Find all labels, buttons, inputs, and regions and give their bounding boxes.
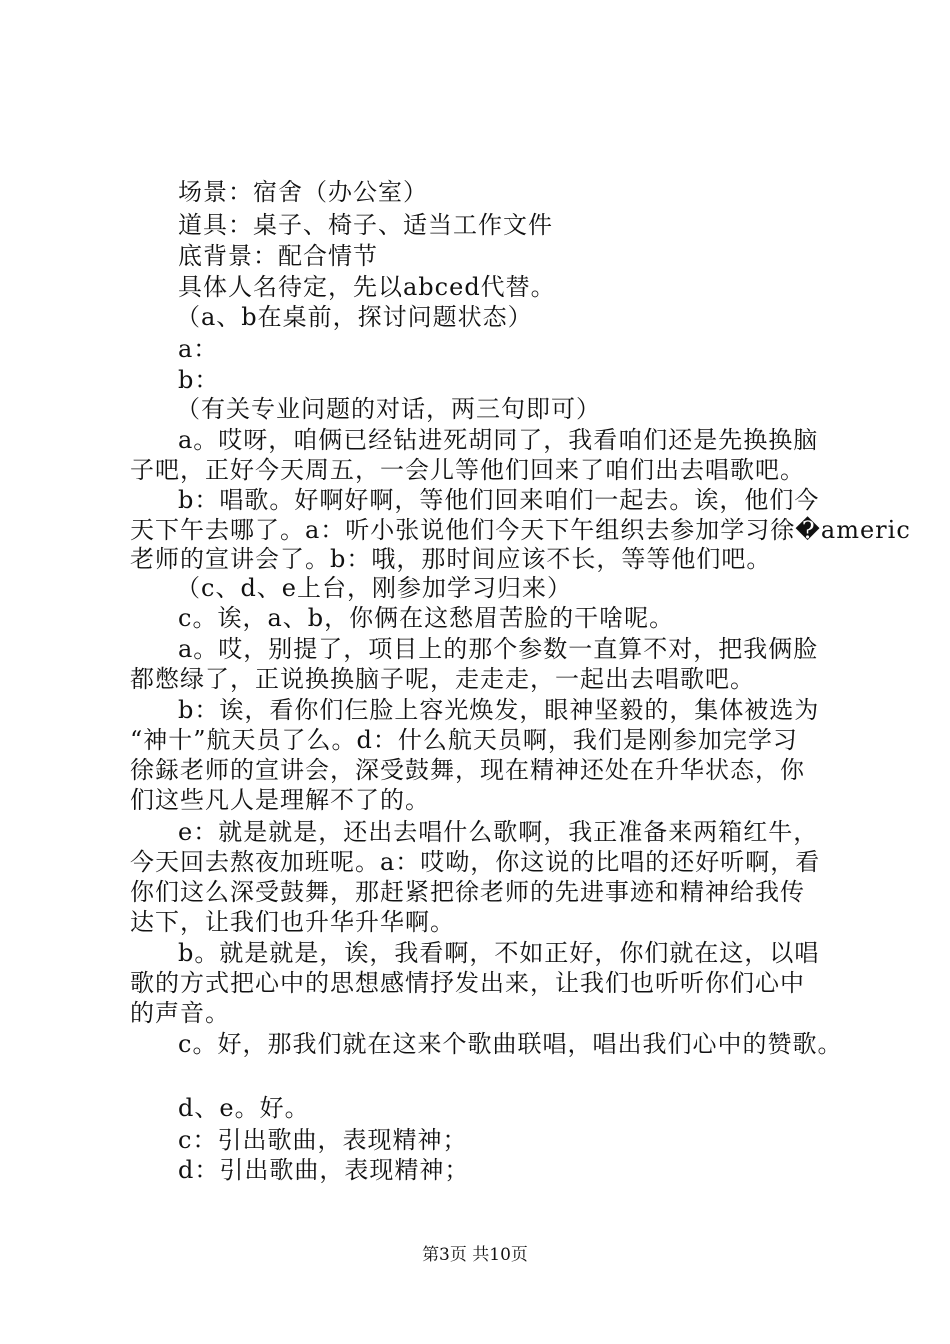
dialogue-line: a。哎呀，咱俩已经钻进死胡同了，我看咱们还是先换换脑 — [178, 426, 819, 454]
names-note-line: 具体人名待定，先以abced代替。 — [178, 273, 556, 301]
dialogue-line: 都憋绿了，正说换换脑子呢，走走走，一起出去唱歌吧。 — [130, 665, 755, 693]
scene-line: 场景：宿舍（办公室） — [178, 178, 428, 206]
dialogue-line: d、e。好。 — [178, 1094, 310, 1122]
dialogue-line: 老师的宣讲会了。b：哦，那时间应该不长，等等他们吧。 — [130, 545, 772, 573]
stage-direction: （a、b在桌前，探讨问题状态） — [176, 303, 533, 331]
dialogue-line: b：唱歌。好啊好啊，等他们回来咱们一起去。诶，他们今 — [178, 486, 820, 514]
dialogue-line: c。好，那我们就在这来个歌曲联唱，唱出我们心中的赞歌。 — [178, 1030, 843, 1058]
dialogue-line: 今天回去熬夜加班呢。a：哎呦，你这说的比唱的还好听啊，看 — [130, 848, 821, 876]
dialogue-line: b：诶，看你们仨脸上容光焕发，眼神坚毅的，集体被选为 — [178, 696, 820, 724]
dialogue-line: b。就是就是，诶，我看啊，不如正好，你们就在这，以唱 — [178, 939, 820, 967]
props-line: 道具：桌子、椅子、适当工作文件 — [178, 211, 553, 239]
dialogue-line: b： — [178, 366, 220, 394]
dialogue-line: e：就是就是，还出去唱什么歌啊，我正准备来两箱红牛， — [178, 818, 819, 846]
stage-direction: （c、d、e上台，刚参加学习归来） — [176, 574, 573, 602]
dialogue-line: 达下，让我们也升华升华啊。 — [130, 908, 455, 936]
dialogue-line: d：引出歌曲，表现精神； — [178, 1156, 470, 1184]
dialogue-line: 们这些凡人是理解不了的。 — [130, 786, 430, 814]
stage-direction: （有关专业问题的对话，两三句即可） — [176, 395, 601, 423]
dialogue-line: 子吧，正好今天周五，一会儿等他们回来了咱们出去唱歌吧。 — [130, 456, 805, 484]
dialogue-line: 的声音。 — [130, 999, 230, 1027]
dialogue-line: c：引出歌曲，表现精神； — [178, 1126, 468, 1154]
dialogue-line: 徐銾老师的宣讲会，深受鼓舞，现在精神还处在升华状态，你 — [130, 756, 805, 784]
dialogue-line: 你们这么深受鼓舞，那赶紧把徐老师的先进事迹和精神给我传 — [130, 878, 805, 906]
dialogue-line: c。诶，a、b，你俩在这愁眉苦脸的干啥呢。 — [178, 604, 675, 632]
dialogue-line: 歌的方式把心中的思想感情抒发出来，让我们也听听你们心中 — [130, 969, 805, 997]
dialogue-line: a： — [178, 335, 219, 363]
page-number: 第3页 共10页 — [422, 1245, 528, 1265]
dialogue-line: a。哎，别提了，项目上的那个参数一直算不对，把我俩脸 — [178, 635, 819, 663]
dialogue-line: “神十”航天员了么。d：什么航天员啊，我们是刚参加完学习 — [130, 726, 798, 754]
dialogue-line: 天下午去哪了。a：听小张说他们今天下午组织去参加学习徐�americ — [130, 516, 911, 544]
background-line: 底背景：配合情节 — [178, 242, 378, 270]
